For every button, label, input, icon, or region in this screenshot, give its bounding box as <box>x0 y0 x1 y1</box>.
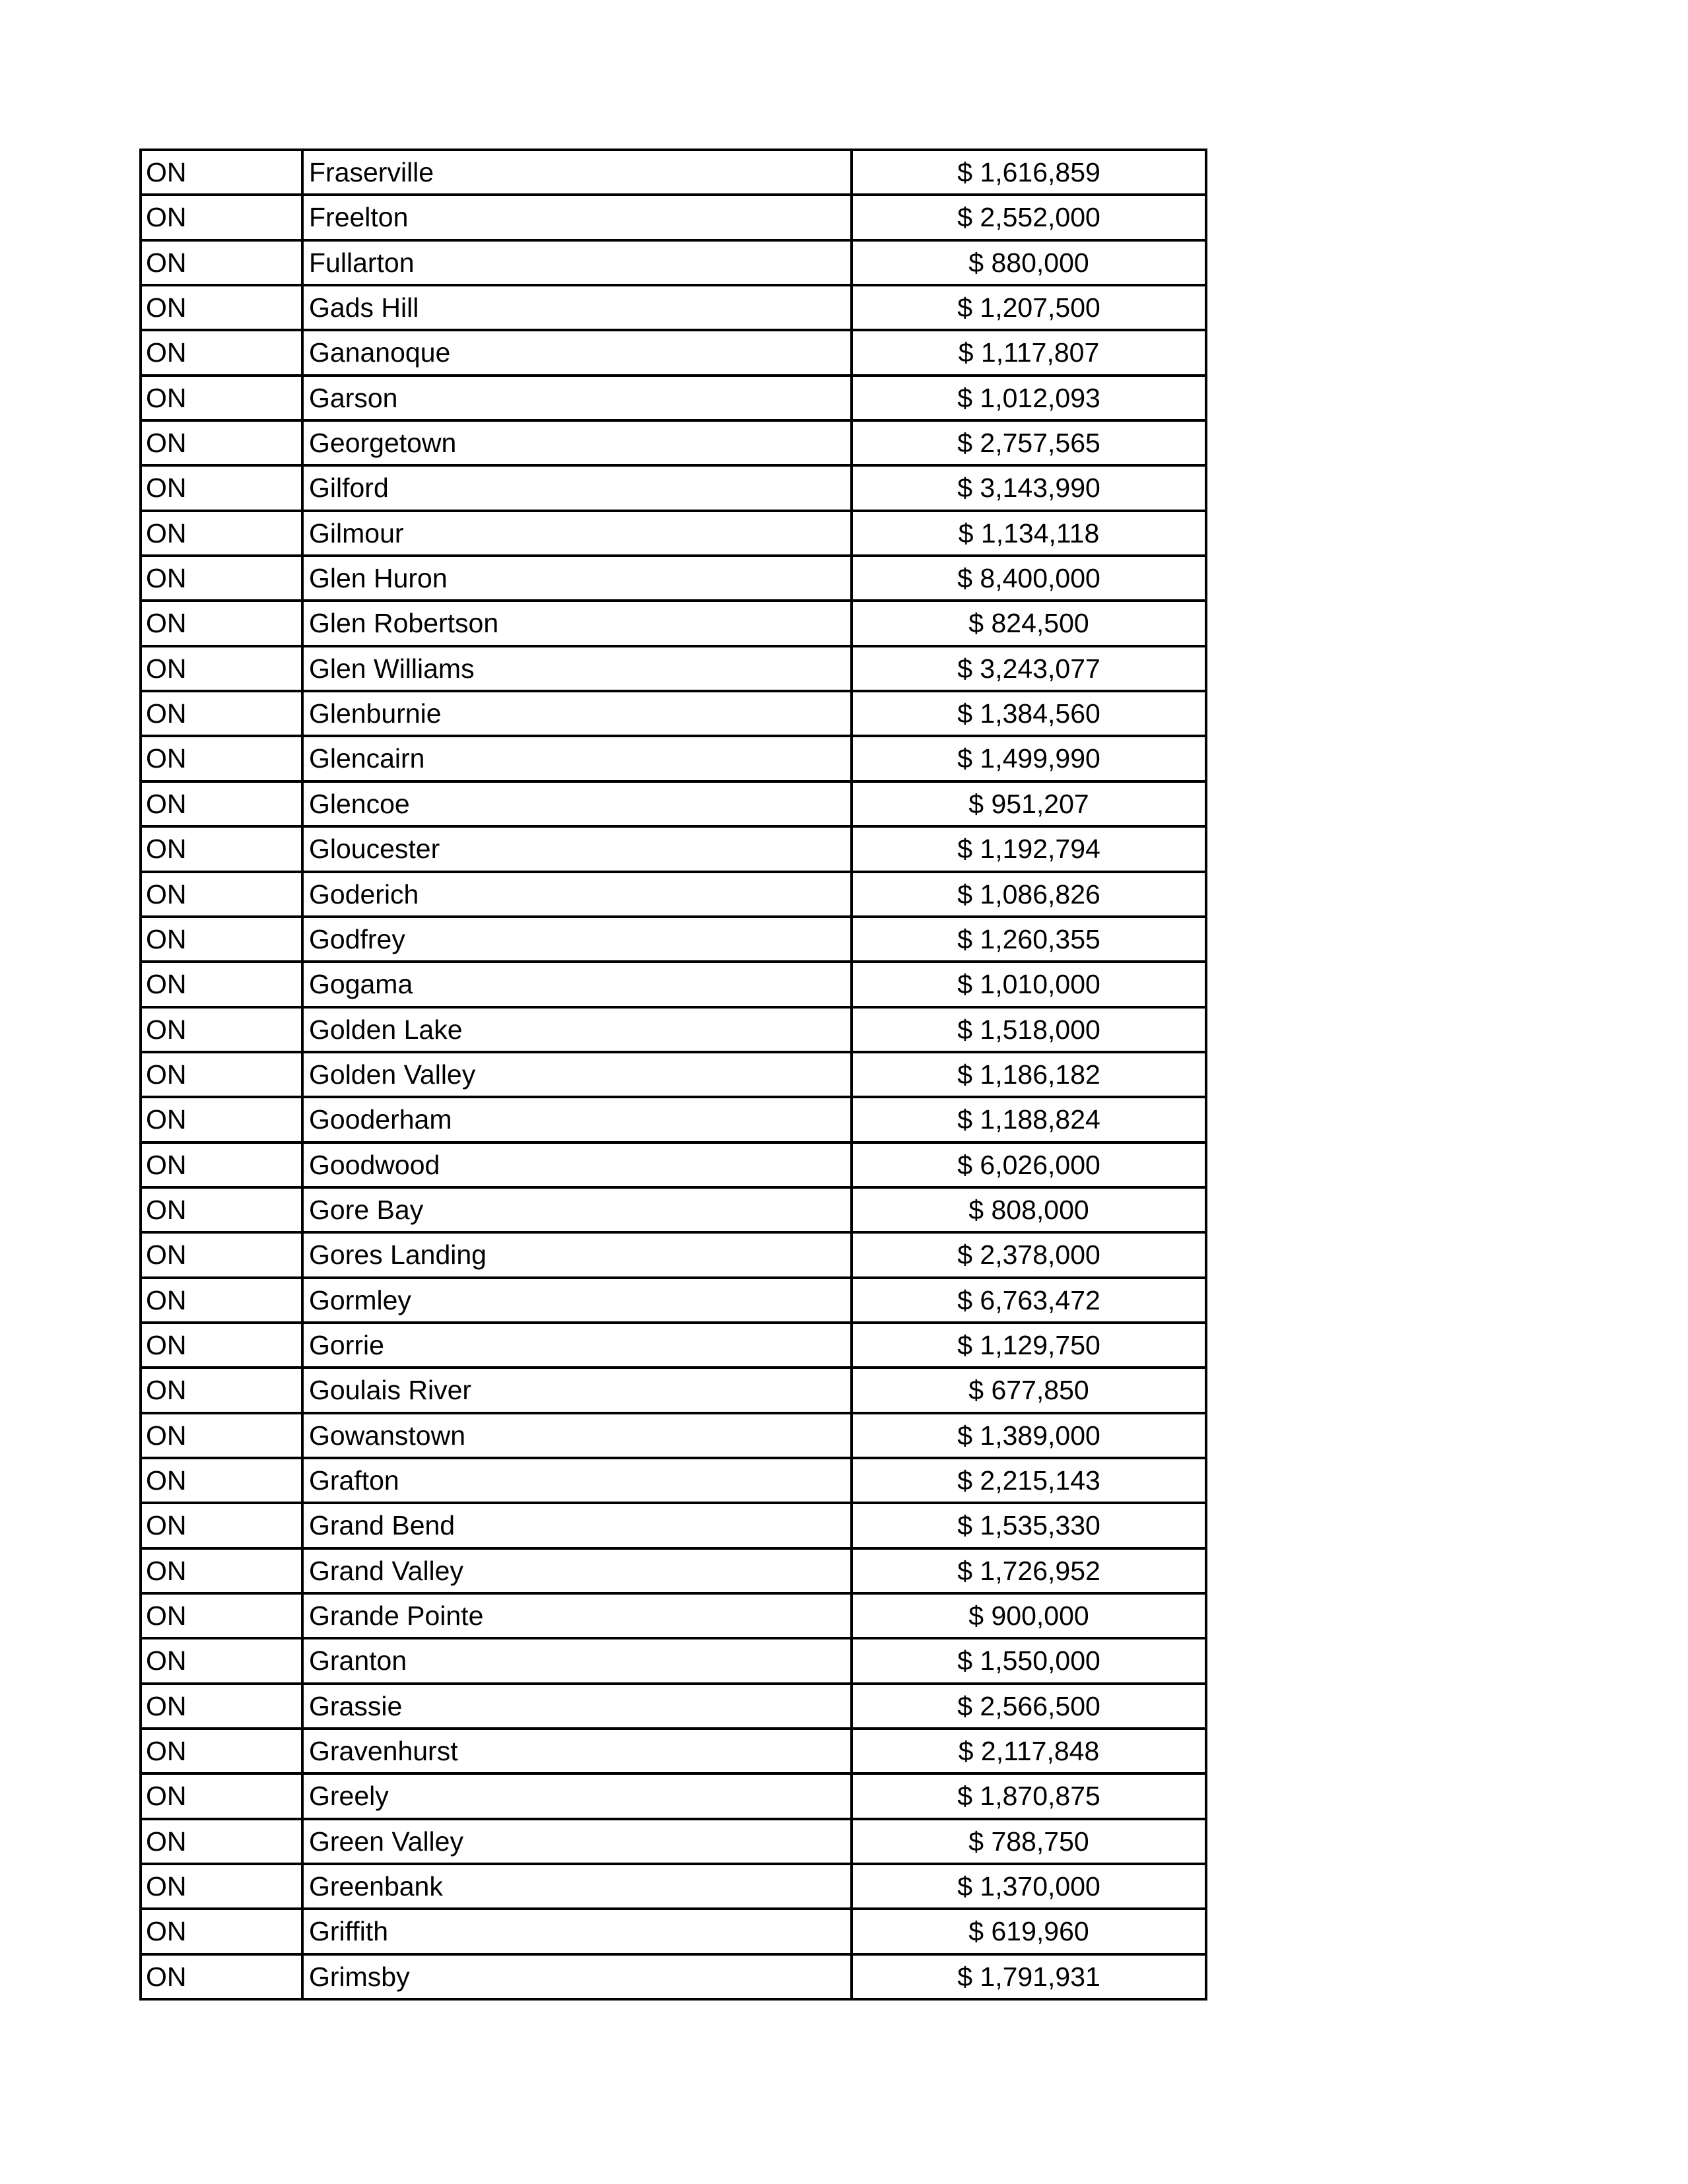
table-row <box>142 1550 1207 1595</box>
table-row <box>142 1053 1207 1098</box>
price-cell: $ 1,535,330 <box>853 1504 1207 1549</box>
price-cell: $ 2,566,500 <box>853 1685 1207 1730</box>
table-row <box>142 1910 1207 1955</box>
city-cell: Grand Bend <box>304 1504 853 1549</box>
province-cell: ON <box>142 151 304 196</box>
city-cell: Goodwood <box>304 1144 853 1189</box>
province-cell: ON <box>142 1324 304 1369</box>
city-cell: Green Valley <box>304 1820 853 1865</box>
province-cell: ON <box>142 1685 304 1730</box>
province-cell: ON <box>142 1504 304 1549</box>
table-row <box>142 1956 1207 2001</box>
province-cell: ON <box>142 1730 304 1775</box>
table-row <box>142 1730 1207 1775</box>
province-cell: ON <box>142 1098 304 1143</box>
price-cell: $ 1,499,990 <box>853 737 1207 782</box>
province-cell: ON <box>142 918 304 963</box>
province-cell: ON <box>142 196 304 241</box>
price-cell: $ 1,086,826 <box>853 873 1207 918</box>
table-row <box>142 1144 1207 1189</box>
table-row <box>142 151 1207 196</box>
price-table <box>139 149 1207 2001</box>
city-cell: Gloucester <box>304 828 853 873</box>
city-cell: Gore Bay <box>304 1189 853 1234</box>
price-cell: $ 1,129,750 <box>853 1324 1207 1369</box>
province-cell: ON <box>142 1865 304 1910</box>
price-cell: $ 1,389,000 <box>853 1414 1207 1459</box>
province-cell: ON <box>142 1459 304 1504</box>
table-row <box>142 737 1207 782</box>
table-row <box>142 1279 1207 1324</box>
price-cell: $ 1,010,000 <box>853 963 1207 1008</box>
table-row <box>142 692 1207 737</box>
table-row <box>142 647 1207 692</box>
province-cell: ON <box>142 873 304 918</box>
table-row <box>142 1639 1207 1684</box>
table-row <box>142 1234 1207 1278</box>
city-cell: Goulais River <box>304 1369 853 1414</box>
price-cell: $ 1,384,560 <box>853 692 1207 737</box>
province-cell: ON <box>142 602 304 647</box>
city-cell: Gowanstown <box>304 1414 853 1459</box>
province-cell: ON <box>142 512 304 557</box>
table-row <box>142 1189 1207 1234</box>
table-row <box>142 377 1207 422</box>
price-cell: $ 1,370,000 <box>853 1865 1207 1910</box>
city-cell: Freelton <box>304 196 853 241</box>
city-cell: Golden Valley <box>304 1053 853 1098</box>
city-cell: Granton <box>304 1639 853 1684</box>
price-cell: $ 1,870,875 <box>853 1775 1207 1820</box>
price-cell: $ 824,500 <box>853 602 1207 647</box>
price-cell: $ 677,850 <box>853 1369 1207 1414</box>
price-cell: $ 6,026,000 <box>853 1144 1207 1189</box>
table-row <box>142 1369 1207 1414</box>
city-cell: Glencairn <box>304 737 853 782</box>
table-row <box>142 602 1207 647</box>
table-row <box>142 1504 1207 1549</box>
province-cell: ON <box>142 331 304 376</box>
price-cell: $ 1,260,355 <box>853 918 1207 963</box>
province-cell: ON <box>142 557 304 602</box>
province-cell: ON <box>142 1639 304 1684</box>
table-row <box>142 1865 1207 1910</box>
table-row <box>142 1459 1207 1504</box>
city-cell: Goderich <box>304 873 853 918</box>
province-cell: ON <box>142 1550 304 1595</box>
province-cell: ON <box>142 467 304 512</box>
city-cell: Greely <box>304 1775 853 1820</box>
province-cell: ON <box>142 422 304 467</box>
table-row <box>142 196 1207 241</box>
table-row <box>142 828 1207 873</box>
city-cell: Grande Pointe <box>304 1595 853 1639</box>
price-cell: $ 900,000 <box>853 1595 1207 1639</box>
city-cell: Glenburnie <box>304 692 853 737</box>
city-cell: Glencoe <box>304 783 853 828</box>
city-cell: Georgetown <box>304 422 853 467</box>
province-cell: ON <box>142 1910 304 1955</box>
table-row <box>142 963 1207 1008</box>
province-cell: ON <box>142 1279 304 1324</box>
city-cell: Greenbank <box>304 1865 853 1910</box>
table-row <box>142 286 1207 331</box>
province-cell: ON <box>142 1595 304 1639</box>
province-cell: ON <box>142 242 304 286</box>
price-cell: $ 788,750 <box>853 1820 1207 1865</box>
city-cell: Grimsby <box>304 1956 853 2001</box>
price-cell: $ 1,726,952 <box>853 1550 1207 1595</box>
province-cell: ON <box>142 828 304 873</box>
city-cell: Gooderham <box>304 1098 853 1143</box>
city-cell: Gravenhurst <box>304 1730 853 1775</box>
price-cell: $ 1,117,807 <box>853 331 1207 376</box>
province-cell: ON <box>142 1009 304 1053</box>
city-cell: Grand Valley <box>304 1550 853 1595</box>
price-cell: $ 2,215,143 <box>853 1459 1207 1504</box>
province-cell: ON <box>142 1144 304 1189</box>
table-row <box>142 783 1207 828</box>
city-cell: Griffith <box>304 1910 853 1955</box>
price-cell: $ 880,000 <box>853 242 1207 286</box>
price-cell: $ 1,012,093 <box>853 377 1207 422</box>
price-cell: $ 3,243,077 <box>853 647 1207 692</box>
price-cell: $ 808,000 <box>853 1189 1207 1234</box>
price-cell: $ 3,143,990 <box>853 467 1207 512</box>
province-cell: ON <box>142 783 304 828</box>
province-cell: ON <box>142 286 304 331</box>
price-cell: $ 8,400,000 <box>853 557 1207 602</box>
price-cell: $ 2,757,565 <box>853 422 1207 467</box>
price-cell: $ 1,188,824 <box>853 1098 1207 1143</box>
city-cell: Glen Williams <box>304 647 853 692</box>
table-row <box>142 1098 1207 1143</box>
table-row <box>142 422 1207 467</box>
table-row <box>142 557 1207 602</box>
province-cell: ON <box>142 377 304 422</box>
table-row <box>142 242 1207 286</box>
price-cell: $ 1,186,182 <box>853 1053 1207 1098</box>
province-cell: ON <box>142 737 304 782</box>
table-row <box>142 1009 1207 1053</box>
price-cell: $ 1,207,500 <box>853 286 1207 331</box>
province-cell: ON <box>142 1820 304 1865</box>
table-row <box>142 918 1207 963</box>
table-row <box>142 1414 1207 1459</box>
price-cell: $ 1,616,859 <box>853 151 1207 196</box>
table-row <box>142 1775 1207 1820</box>
price-cell: $ 1,134,118 <box>853 512 1207 557</box>
table-row <box>142 331 1207 376</box>
city-cell: Fraserville <box>304 151 853 196</box>
city-cell: Gores Landing <box>304 1234 853 1278</box>
city-cell: Gogama <box>304 963 853 1008</box>
city-cell: Gormley <box>304 1279 853 1324</box>
price-cell: $ 619,960 <box>853 1910 1207 1955</box>
table-row <box>142 1595 1207 1639</box>
price-cell: $ 2,552,000 <box>853 196 1207 241</box>
table-row <box>142 1324 1207 1369</box>
city-cell: Garson <box>304 377 853 422</box>
table-row <box>142 467 1207 512</box>
province-cell: ON <box>142 1775 304 1820</box>
price-cell: $ 2,378,000 <box>853 1234 1207 1278</box>
province-cell: ON <box>142 963 304 1008</box>
city-cell: Fullarton <box>304 242 853 286</box>
city-cell: Gilford <box>304 467 853 512</box>
province-cell: ON <box>142 1189 304 1234</box>
province-cell: ON <box>142 692 304 737</box>
province-cell: ON <box>142 1053 304 1098</box>
price-cell: $ 6,763,472 <box>853 1279 1207 1324</box>
province-cell: ON <box>142 1956 304 2001</box>
price-cell: $ 1,518,000 <box>853 1009 1207 1053</box>
province-cell: ON <box>142 1369 304 1414</box>
city-cell: Golden Lake <box>304 1009 853 1053</box>
city-cell: Grassie <box>304 1685 853 1730</box>
province-cell: ON <box>142 647 304 692</box>
price-cell: $ 1,192,794 <box>853 828 1207 873</box>
city-cell: Grafton <box>304 1459 853 1504</box>
price-cell: $ 951,207 <box>853 783 1207 828</box>
city-cell: Godfrey <box>304 918 853 963</box>
price-cell: $ 1,550,000 <box>853 1639 1207 1684</box>
city-cell: Glen Robertson <box>304 602 853 647</box>
city-cell: Gads Hill <box>304 286 853 331</box>
table-row <box>142 1685 1207 1730</box>
city-cell: Glen Huron <box>304 557 853 602</box>
province-cell: ON <box>142 1414 304 1459</box>
city-cell: Gorrie <box>304 1324 853 1369</box>
table-row <box>142 873 1207 918</box>
price-cell: $ 2,117,848 <box>853 1730 1207 1775</box>
city-cell: Gananoque <box>304 331 853 376</box>
city-cell: Gilmour <box>304 512 853 557</box>
table-row <box>142 1820 1207 1865</box>
province-cell: ON <box>142 1234 304 1278</box>
table-row <box>142 512 1207 557</box>
price-cell: $ 1,791,931 <box>853 1956 1207 2001</box>
